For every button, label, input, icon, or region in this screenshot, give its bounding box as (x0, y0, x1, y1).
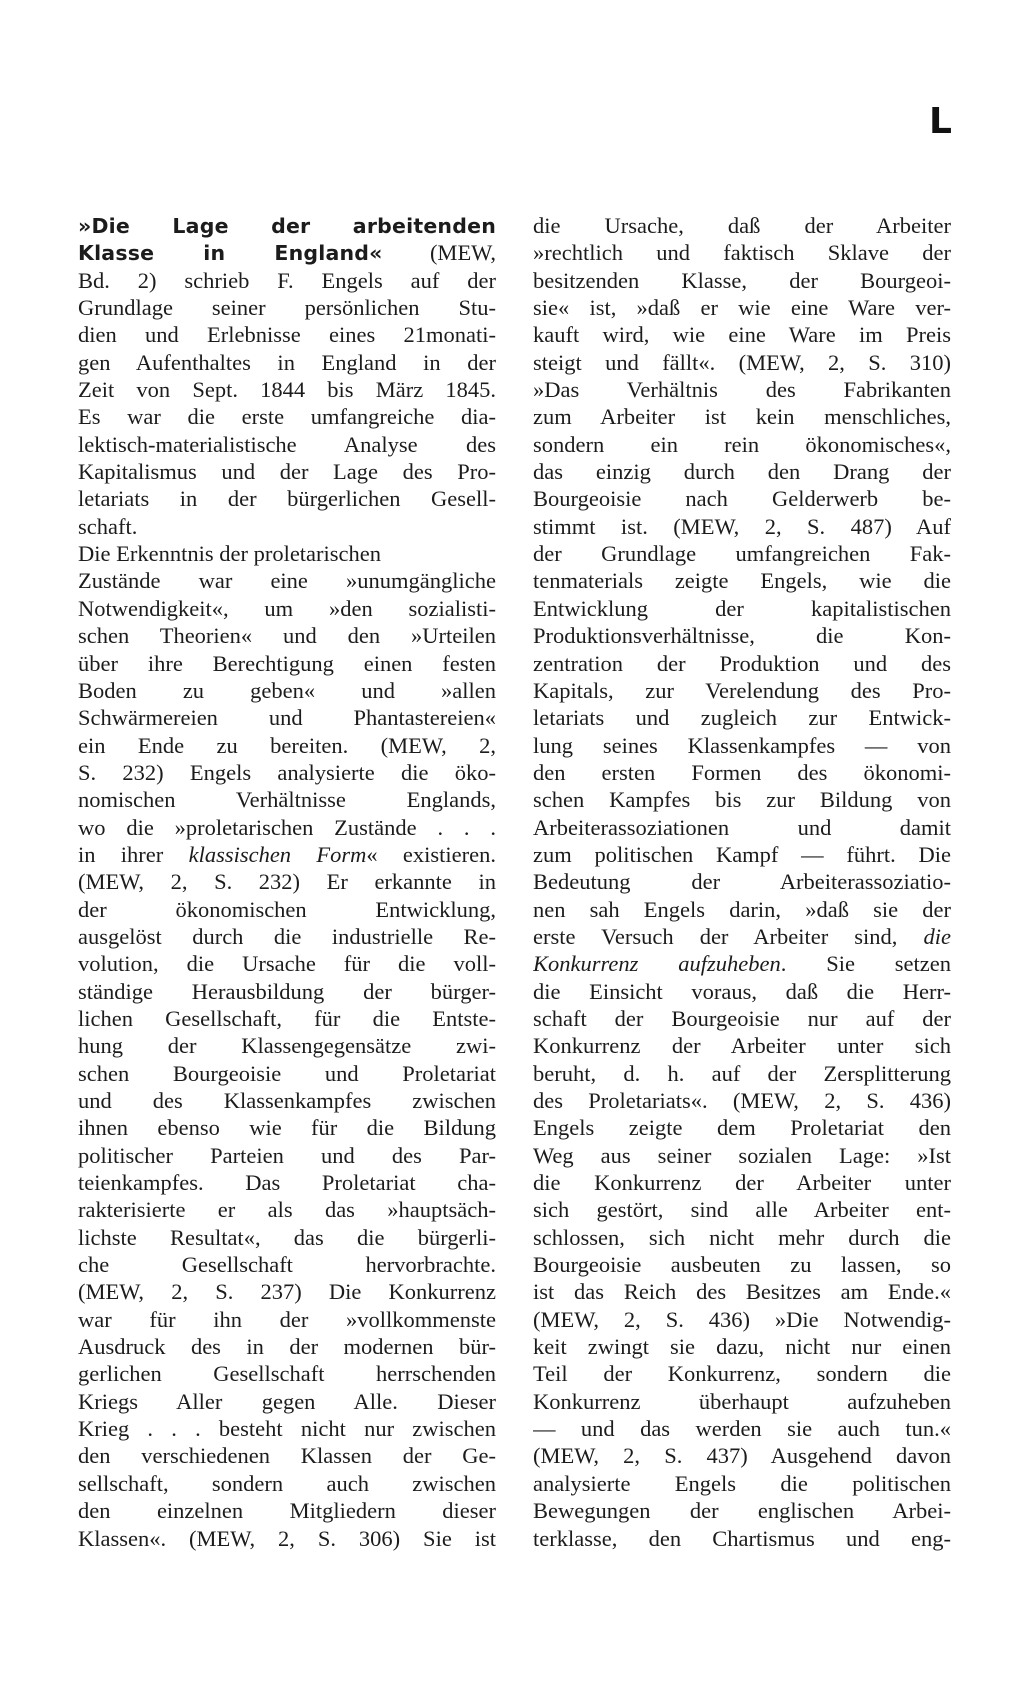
text-line (78, 1005, 496, 1032)
text-column-left (78, 212, 496, 1552)
text-segment: »rechtlich und faktisch Sklave der (533, 240, 951, 266)
text-segment: Kapitalismus und der Lage des Pro- (78, 459, 496, 485)
text-line (533, 1142, 951, 1169)
text-segment: den ersten Formen des ökonomi- (533, 759, 951, 785)
text-line (78, 950, 496, 977)
text-line (78, 704, 496, 731)
text-line (78, 1388, 496, 1415)
text-segment: Bedeutung der Arbeiterassoziatio- (533, 869, 951, 895)
text-line (533, 1060, 951, 1087)
text-segment: terklasse, den Chartismus und eng- (533, 1525, 951, 1551)
text-line (78, 1142, 496, 1169)
text-segment: »Die Lage der arbeitenden (78, 214, 496, 238)
text-segment: volution, die Ursache für die voll- (78, 951, 496, 977)
text-segment: Schwärmereien und Phantastereien« (78, 705, 496, 731)
text-segment: den verschiedenen Klassen der Ge- (78, 1443, 496, 1469)
text-line (533, 1388, 951, 1415)
text-line (78, 1525, 496, 1552)
text-line (78, 978, 496, 1005)
text-segment: zum Arbeiter ist kein menschliches, (533, 404, 951, 430)
text-segment: schen Kampfes bis zur Bildung von (533, 787, 951, 813)
text-line (533, 1169, 951, 1196)
text-segment: sich gestört, sind alle Arbeiter ent- (533, 1197, 951, 1223)
text-segment: ausgelöst durch die industrielle Re- (78, 923, 496, 949)
text-segment: der ökonomischen Entwicklung, (78, 896, 496, 922)
text-line (78, 677, 496, 704)
text-segment: gerlichen Gesellschaft herrschenden (78, 1361, 496, 1387)
text-segment: Kriegs Aller gegen Alle. Dieser (78, 1388, 496, 1414)
text-line (533, 1470, 951, 1497)
text-segment: Kapitals, zur Verelendung des Pro- (533, 677, 951, 703)
text-line (78, 239, 496, 266)
text-line (533, 841, 951, 868)
text-segment: rakterisierte er als das »hauptsäch- (78, 1197, 496, 1223)
text-segment: und des Klassenkampfes zwischen (78, 1088, 496, 1113)
text-line (533, 759, 951, 786)
text-line (78, 759, 496, 786)
text-segment: wo die »proletarischen Zustände . . . (78, 814, 496, 840)
text-line (533, 732, 951, 759)
text-segment: (MEW, 2, S. 437) Ausgehend davon (533, 1443, 951, 1469)
text-segment: die Ursache, daß der Arbeiter (533, 213, 951, 238)
text-line (533, 786, 951, 813)
text-line (78, 1032, 496, 1059)
text-line (533, 1497, 951, 1524)
text-segment: über ihre Berechtigung einen festen (78, 650, 496, 676)
text-line (78, 403, 496, 430)
text-segment: Klassen«. (MEW, 2, S. 306) Sie ist (78, 1525, 496, 1551)
text-line (533, 431, 951, 458)
text-segment: lektisch-materialistische Analyse des (78, 431, 496, 457)
text-segment: Konkurrenz der Arbeiter unter sich (533, 1033, 951, 1059)
text-segment: gen Aufenthaltes in England in der (78, 349, 496, 375)
text-segment: (MEW, 2, S. 436) »Die Notwendig- (533, 1306, 951, 1332)
text-segment: den einzelnen Mitgliedern dieser (78, 1498, 496, 1524)
text-line (78, 1497, 496, 1524)
text-segment: Arbeiterassoziationen und damit (533, 814, 951, 840)
text-segment: schen Bourgeoisie und Proletariat (78, 1060, 496, 1086)
text-segment: Ausdruck des in der modernen bür- (78, 1334, 496, 1360)
text-line (533, 1333, 951, 1360)
text-segment: « existieren. (366, 841, 496, 867)
text-line (533, 1306, 951, 1333)
text-line (78, 868, 496, 895)
text-line (533, 896, 951, 923)
text-segment: Krieg . . . besteht nicht nur zwischen (78, 1416, 496, 1442)
text-line (533, 978, 951, 1005)
text-line (533, 1114, 951, 1141)
text-segment: lung seines Klassenkampfes — von (533, 732, 951, 758)
text-line (78, 1470, 496, 1497)
text-line (78, 650, 496, 677)
text-line (533, 239, 951, 266)
text-segment: Bourgeoisie nach Gelderwerb be- (533, 486, 951, 512)
text-line (533, 595, 951, 622)
text-line (533, 950, 951, 977)
text-segment: sie« ist, »daß er wie eine Ware ver- (533, 295, 951, 321)
text-segment: keit zwingt sie dazu, nicht nur einen (533, 1334, 951, 1360)
text-line (533, 540, 951, 567)
text-segment: sellschaft, sondern auch zwischen (78, 1470, 496, 1496)
text-segment: Konkurrenz aufzuheben (533, 951, 781, 977)
text-line (533, 1360, 951, 1387)
section-letter: L (929, 101, 952, 142)
text-segment: in ihrer (78, 841, 189, 867)
text-line (78, 923, 496, 950)
text-segment: das einzig durch den Drang der (533, 459, 951, 485)
text-column-right (533, 212, 951, 1552)
text-segment: ständige Herausbildung der bürger- (78, 978, 496, 1004)
text-line (533, 923, 951, 950)
text-line (533, 403, 951, 430)
text-line (78, 732, 496, 759)
text-segment: tenmaterials zeigte Engels, wie die (533, 568, 951, 594)
text-segment: klassischen Form (188, 841, 367, 867)
text-line (533, 267, 951, 294)
text-segment: (MEW, 2, S. 232) Er erkannte in (78, 869, 496, 895)
text-line (78, 896, 496, 923)
text-segment: politischer Parteien und des Par- (78, 1142, 496, 1168)
text-segment: analysierte Engels die politischen (533, 1470, 951, 1496)
text-segment: Grundlage seiner persönlichen Stu- (78, 295, 496, 321)
text-segment: Zeit von Sept. 1844 bis März 1845. (78, 377, 496, 403)
text-line (78, 1442, 496, 1469)
text-segment: teienkampfes. Das Proletariat cha- (78, 1170, 496, 1196)
text-line (78, 841, 496, 868)
text-segment: schaft. (78, 513, 138, 539)
text-segment: die Konkurrenz der Arbeiter unter (533, 1170, 951, 1196)
text-line (533, 294, 951, 321)
text-line (533, 677, 951, 704)
text-segment: lichen Gesellschaft, für die Entste- (78, 1005, 496, 1031)
text-line (533, 212, 951, 239)
text-segment: Engels zeigte dem Proletariat den (533, 1115, 951, 1141)
text-line (533, 650, 951, 677)
text-line (533, 704, 951, 731)
text-segment: Klasse in England« (78, 241, 383, 266)
text-segment: nomischen Verhältnisse Englands, (78, 787, 496, 813)
text-segment: erste Versuch der Arbeiter sind, (533, 923, 924, 949)
text-line (533, 567, 951, 594)
text-segment: dien und Erlebnisse eines 21monati- (78, 322, 496, 348)
text-line (533, 1525, 951, 1552)
text-segment: des Proletariats«. (MEW, 2, S. 436) (533, 1088, 951, 1113)
text-line (78, 1360, 496, 1387)
text-line (78, 1196, 496, 1223)
text-segment: letariats in der bürgerlichen Gesell- (78, 486, 496, 512)
text-segment: (MEW, 2, S. 237) Die Konkurrenz (78, 1279, 496, 1305)
text-line (533, 485, 951, 512)
text-segment: schlossen, sich nicht mehr durch die (533, 1224, 951, 1250)
text-line (78, 1169, 496, 1196)
text-segment: steigt und fällt«. (MEW, 2, S. 310) (533, 349, 951, 375)
text-line (533, 349, 951, 376)
text-segment: che Gesellschaft hervorbrachte. (78, 1252, 496, 1278)
text-line (78, 1114, 496, 1141)
text-line (78, 349, 496, 376)
text-line (78, 1251, 496, 1278)
text-line (533, 1032, 951, 1059)
text-segment: ist das Reich des Besitzes am Ende.« (533, 1279, 951, 1305)
text-line (78, 567, 496, 594)
text-line (533, 1005, 951, 1032)
text-line (78, 1060, 496, 1087)
text-line (78, 321, 496, 348)
text-segment: Weg aus seiner sozialen Lage: »Ist (533, 1142, 951, 1168)
text-segment: die Einsicht voraus, daß die Herr- (533, 978, 951, 1004)
text-segment: nen sah Engels darin, »daß sie der (533, 896, 951, 922)
text-line (78, 1415, 496, 1442)
text-line (78, 1306, 496, 1333)
text-line (533, 458, 951, 485)
text-line (533, 1087, 951, 1114)
text-segment: — und das werden sie auch tun.« (533, 1416, 951, 1442)
text-segment: die (923, 923, 951, 949)
text-segment: S. 232) Engels analysierte die öko- (78, 759, 496, 785)
text-segment: . Sie setzen (780, 951, 951, 977)
text-line (78, 540, 496, 567)
text-line (533, 321, 951, 348)
text-line (78, 814, 496, 841)
text-segment: beruht, d. h. auf der Zersplitterung (533, 1060, 951, 1086)
text-line (533, 868, 951, 895)
text-segment: ihnen ebenso wie für die Bildung (78, 1115, 496, 1141)
text-segment: war für ihn der »vollkommenste (78, 1306, 496, 1332)
text-line (78, 622, 496, 649)
text-line (78, 485, 496, 512)
text-line (78, 1224, 496, 1251)
text-line (533, 622, 951, 649)
text-line (78, 458, 496, 485)
text-segment: Die Erkenntnis der proletarischen (78, 541, 382, 567)
text-line (78, 212, 496, 239)
text-segment: der Grundlage umfangreichen Fak- (533, 541, 951, 567)
text-segment: Produktionsverhältnisse, die Kon- (533, 623, 951, 649)
text-line (533, 513, 951, 540)
text-line (78, 1087, 496, 1114)
text-segment: letariats und zugleich zur Entwick- (533, 705, 951, 731)
text-line (78, 267, 496, 294)
text-segment: Konkurrenz überhaupt aufzuheben (533, 1388, 951, 1414)
text-segment: Bewegungen der englischen Arbei- (533, 1498, 951, 1524)
text-segment: Bd. 2) schrieb F. Engels auf der (78, 267, 496, 293)
text-segment: »Das Verhältnis des Fabrikanten (533, 377, 951, 403)
text-line (78, 786, 496, 813)
text-segment: kauft wird, wie eine Ware im Preis (533, 322, 951, 348)
text-segment: ein Ende zu bereiten. (MEW, 2, (78, 732, 496, 758)
text-segment: schen Theorien« und den »Urteilen (78, 623, 496, 649)
text-segment: zentration der Produktion und des (533, 650, 951, 676)
text-line (533, 1442, 951, 1469)
text-line (533, 1224, 951, 1251)
text-line (533, 376, 951, 403)
text-segment: Notwendigkeit«, um »den sozialisti- (78, 595, 496, 621)
text-line (78, 1333, 496, 1360)
text-line (78, 294, 496, 321)
text-segment: besitzenden Klasse, der Bourgeoi- (533, 267, 951, 293)
text-segment: hung der Klassengegensätze zwi- (78, 1033, 496, 1059)
text-segment: schaft der Bourgeoisie nur auf der (533, 1005, 951, 1031)
text-segment: Bourgeoisie ausbeuten zu lassen, so (533, 1252, 951, 1278)
text-segment: Es war die erste umfangreiche dia- (78, 404, 496, 430)
text-segment: Entwicklung der kapitalistischen (533, 595, 951, 621)
text-segment: zum politischen Kampf — führt. Die (533, 841, 951, 867)
text-segment: Boden zu geben« und »allen (78, 677, 496, 703)
text-line (533, 1251, 951, 1278)
text-segment: Teil der Konkurrenz, sondern die (533, 1361, 951, 1387)
text-line (78, 1278, 496, 1305)
text-segment: lichste Resultat«, das die bürgerli- (78, 1224, 496, 1250)
text-line (533, 1278, 951, 1305)
text-line (533, 814, 951, 841)
text-segment: sondern ein rein ökonomisches«, (533, 431, 951, 457)
text-line (78, 595, 496, 622)
text-segment: (MEW, (382, 240, 496, 266)
text-line (533, 1415, 951, 1442)
text-segment: stimmt ist. (MEW, 2, S. 487) Auf (533, 513, 951, 539)
text-line (78, 513, 496, 540)
text-line (78, 376, 496, 403)
text-segment: Zustände war eine »unumgängliche (78, 568, 496, 594)
text-line (78, 431, 496, 458)
text-line (533, 1196, 951, 1223)
